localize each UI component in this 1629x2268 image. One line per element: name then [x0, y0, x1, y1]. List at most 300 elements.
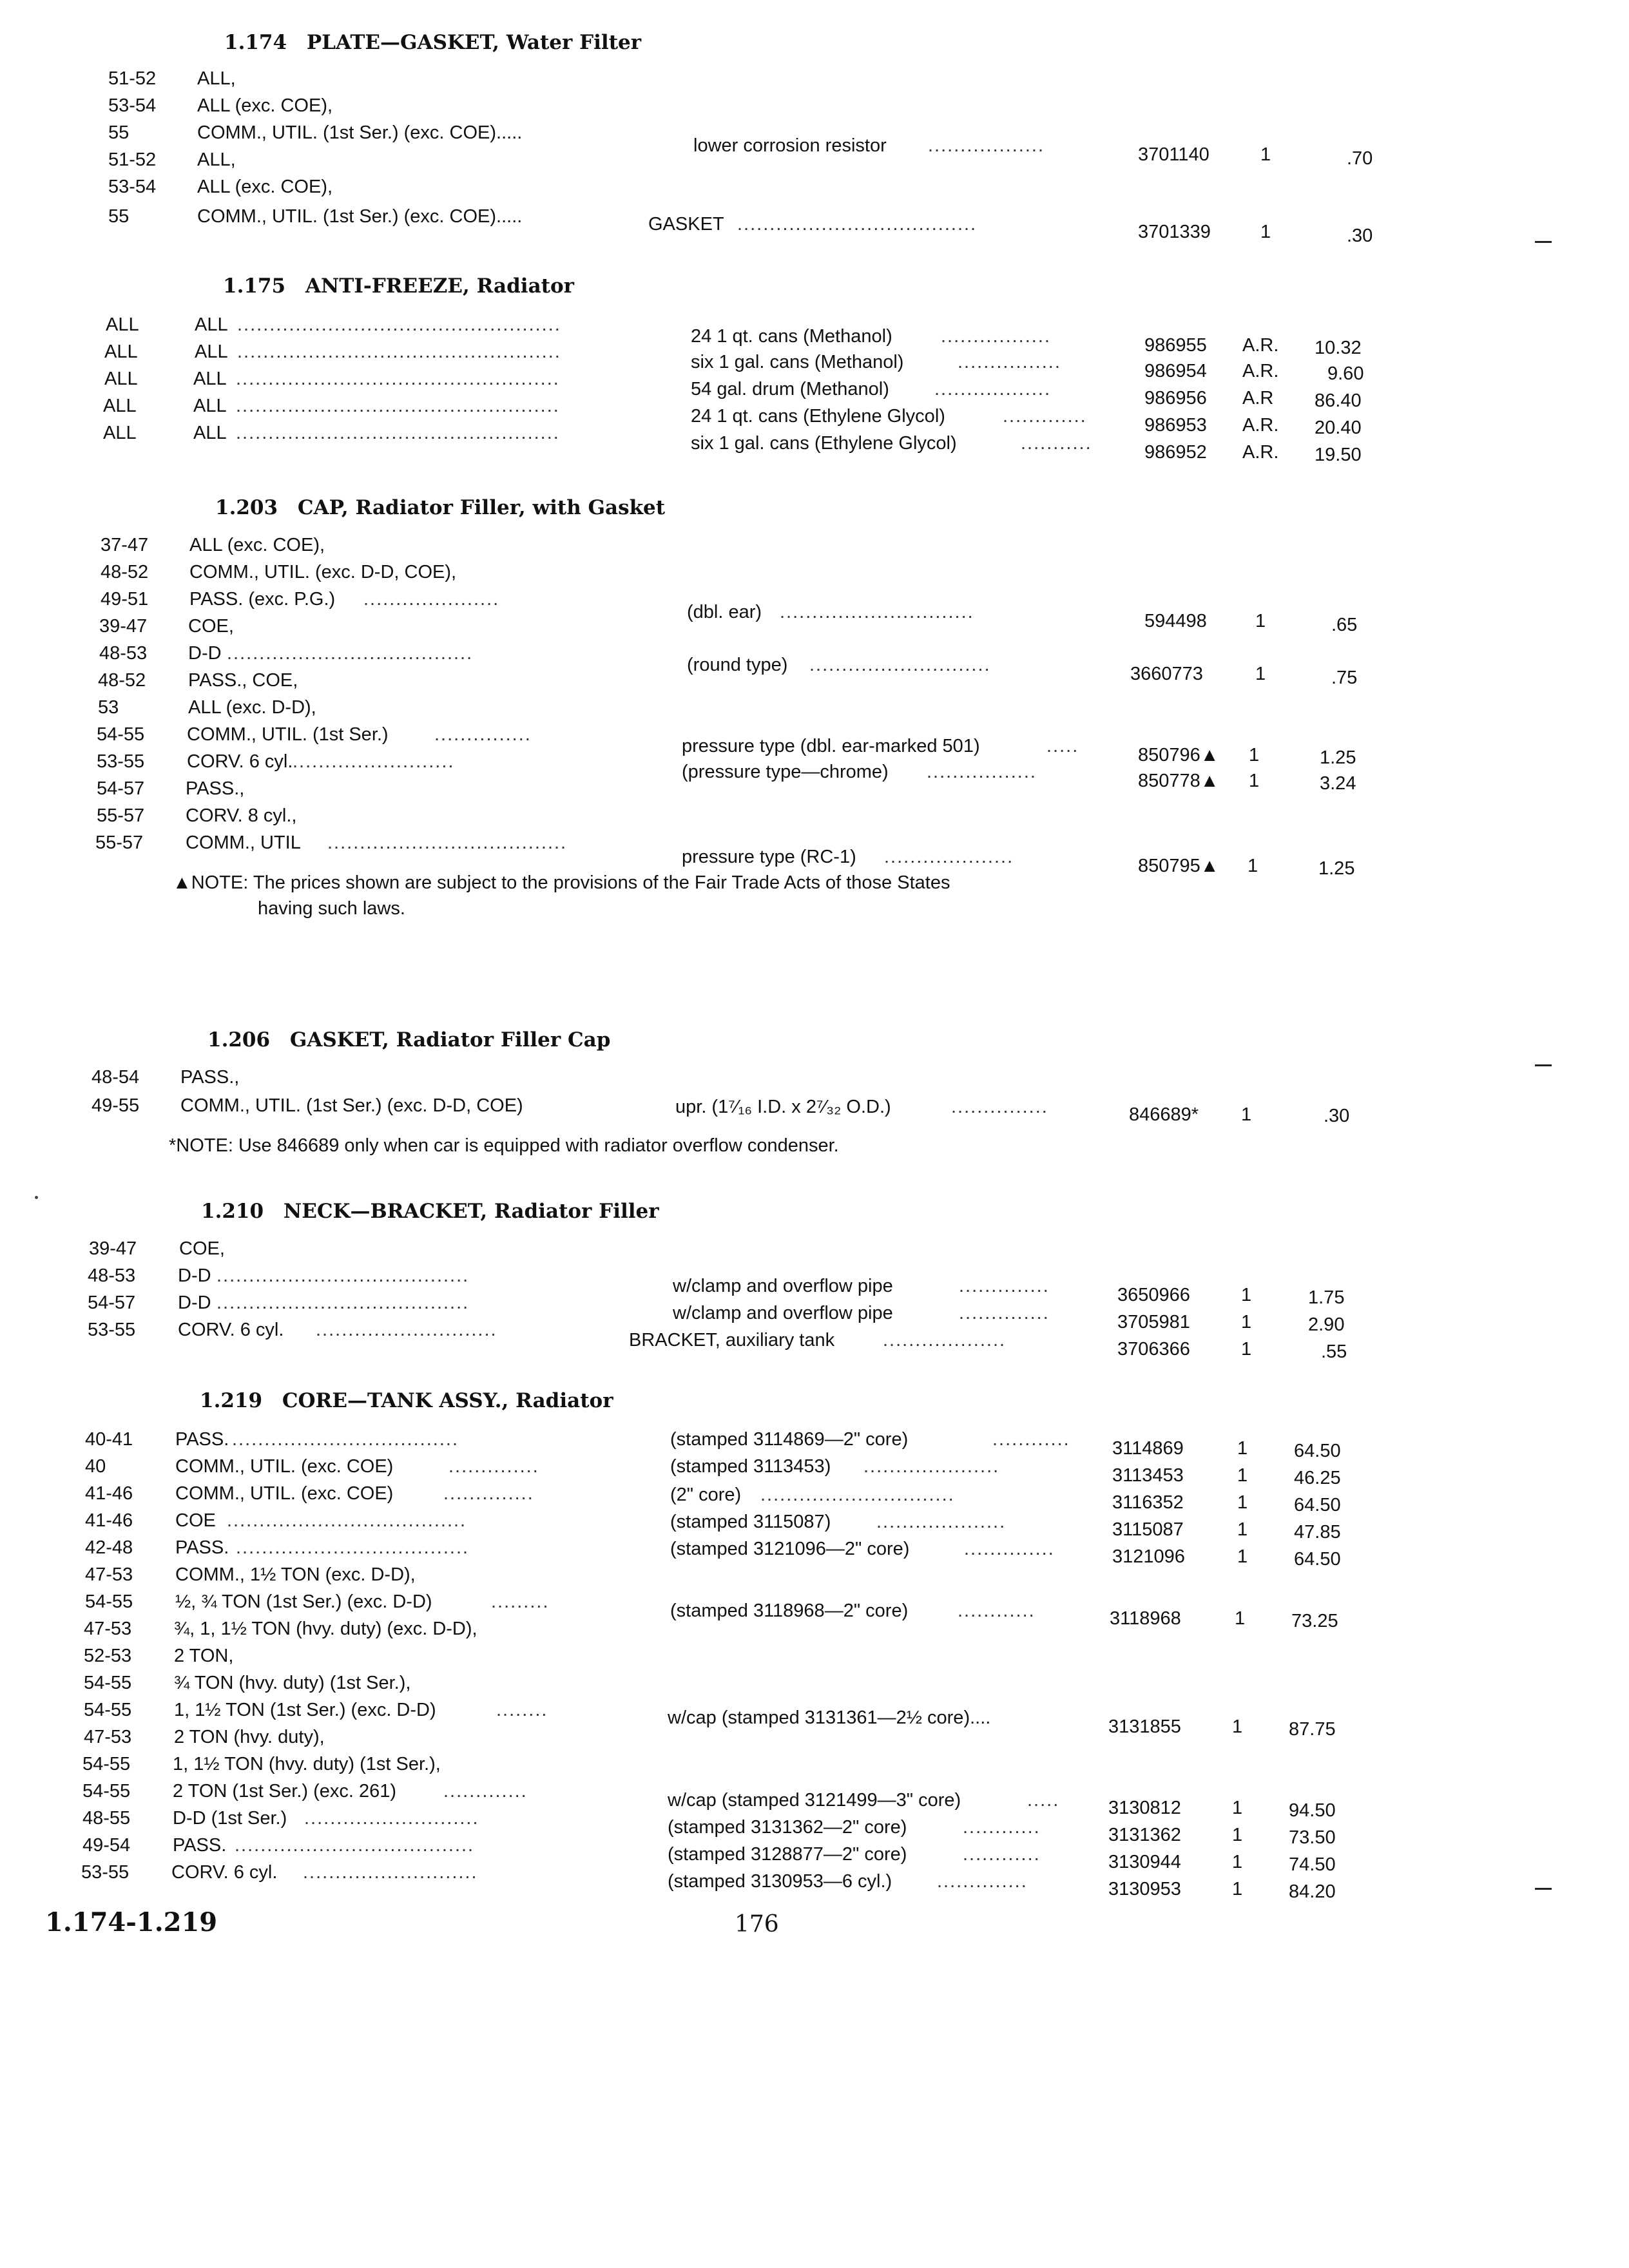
model-cell: ALL: [193, 396, 227, 416]
model-cell: ALL: [195, 314, 228, 335]
leader-dots: ....................: [884, 847, 1014, 867]
price-cell: .65: [1331, 615, 1358, 635]
part-number-cell: 3131855: [1108, 1716, 1181, 1737]
section-heading: [207, 1028, 610, 1052]
years-cell: 47-53: [85, 1564, 133, 1585]
table-row: [0, 1238, 1547, 1264]
table-row: [0, 341, 1547, 384]
section-heading: [224, 31, 641, 54]
model-cell: ALL (exc. COE),: [189, 535, 325, 555]
years-cell: 54-55: [84, 1700, 132, 1720]
description-cell: (2" core): [670, 1485, 742, 1505]
quantity-cell: 1: [1260, 222, 1271, 242]
model-cell: COE,: [188, 616, 234, 637]
section-number: 1.175: [223, 274, 286, 298]
price-cell: .75: [1331, 668, 1358, 688]
years-cell: ALL: [104, 341, 138, 362]
price-cell: .30: [1324, 1106, 1350, 1126]
description-cell: (pressure type—chrome): [682, 762, 889, 782]
table-row: [0, 1619, 1547, 1644]
section-range-footer: 1.174-1.219: [45, 1907, 218, 1937]
price-cell: 9.60: [1327, 363, 1364, 384]
years-cell: 53-54: [108, 177, 157, 197]
leader-dots: .....................................: [235, 1835, 475, 1856]
years-cell: 48-54: [92, 1067, 140, 1088]
years-cell: ALL: [103, 423, 137, 443]
description-cell: (stamped 3114869—2" core): [670, 1429, 909, 1450]
years-cell: 53-55: [88, 1320, 136, 1340]
quantity-cell: A.R.: [1242, 442, 1279, 463]
part-number-cell: 3130812: [1108, 1798, 1181, 1818]
scan-speck: [35, 1196, 38, 1199]
leader-dots: ..................................................: [237, 314, 561, 335]
description-cell: w/clamp and overflow pipe: [673, 1303, 893, 1323]
leader-dots: ..............: [937, 1871, 1028, 1892]
years-cell: 55: [108, 206, 130, 227]
table-row: [0, 1564, 1547, 1590]
model-cell: ALL (exc. COE),: [197, 177, 333, 197]
price-cell: 10.32: [1315, 338, 1362, 358]
years-cell: 49-54: [82, 1835, 131, 1856]
leader-dots: ..................................................: [237, 341, 561, 362]
quantity-cell: 1: [1232, 1825, 1243, 1845]
part-number-cell: 986954: [1144, 361, 1207, 381]
model-cell: COMM., UTIL. (exc. COE): [175, 1456, 394, 1477]
description-cell: pressure type (dbl. ear-marked 501): [682, 736, 980, 756]
model-cell: COMM., UTIL. (1st Ser.): [187, 724, 389, 745]
years-cell: ALL: [103, 396, 137, 416]
table-row: [0, 369, 1547, 411]
quantity-cell: 1: [1260, 144, 1271, 165]
table-row: [0, 95, 1547, 121]
description-cell: six 1 gal. cans (Methanol): [691, 352, 904, 372]
model-cell: PASS.: [173, 1835, 227, 1856]
description-cell: (stamped 3130953—6 cyl.): [668, 1871, 892, 1892]
description-cell: upr. (1⁷⁄₁₆ I.D. x 2⁷⁄₃₂ O.D.): [675, 1097, 891, 1117]
part-number-cell: 3114869: [1112, 1438, 1184, 1459]
model-cell: COMM., UTIL. (exc. COE): [175, 1483, 394, 1504]
description-cell: BRACKET, auxiliary tank: [629, 1330, 835, 1350]
leader-dots: ..................................................: [236, 369, 560, 389]
quantity-cell: 1: [1235, 1608, 1246, 1629]
years-cell: 49-51: [101, 589, 149, 610]
table-row: [0, 314, 1547, 358]
price-cell: 19.50: [1315, 445, 1362, 465]
model-cell: COMM., UTIL. (1st Ser.) (exc. COE).....: [197, 122, 523, 143]
part-number-cell: 3706366: [1117, 1339, 1190, 1360]
leader-dots: ...........: [1021, 433, 1092, 454]
years-cell: ALL: [104, 369, 138, 389]
description-cell: w/cap (stamped 3121499—3" core): [668, 1790, 961, 1811]
table-row: [0, 1646, 1547, 1671]
quantity-cell: 1: [1248, 856, 1258, 876]
section-heading: [200, 1389, 613, 1412]
quantity-cell: 1: [1232, 1716, 1243, 1737]
leader-dots: ............: [963, 1817, 1041, 1838]
price-cell: .55: [1321, 1341, 1347, 1362]
years-cell: 55: [108, 122, 130, 143]
leader-dots: .........................: [293, 751, 455, 772]
price-cell: 46.25: [1294, 1468, 1341, 1488]
leader-dots: .................: [941, 326, 1051, 347]
model-cell: ALL,: [197, 149, 236, 170]
leader-dots: ..................: [928, 135, 1045, 156]
part-number-cell: 3650966: [1117, 1285, 1190, 1305]
years-cell: 48-52: [101, 562, 149, 582]
description-cell: pressure type (RC-1): [682, 847, 856, 867]
model-cell: CORV. 6 cyl.: [178, 1320, 284, 1340]
description-cell: (stamped 3118968—2" core): [670, 1600, 909, 1621]
model-cell: 2 TON,: [174, 1646, 234, 1666]
price-cell: 1.25: [1320, 747, 1356, 768]
part-number-cell: 986956: [1144, 388, 1207, 408]
leader-dots: ............: [958, 1600, 1036, 1621]
section-title: CORE—TANK ASSY., Radiator: [282, 1389, 613, 1412]
price-cell: 3.24: [1320, 773, 1356, 794]
table-row: [0, 1754, 1547, 1780]
years-cell: 54-55: [84, 1673, 132, 1693]
part-number-cell: 846689*: [1129, 1104, 1199, 1125]
model-cell: D-D: [178, 1265, 211, 1286]
leader-dots: ................: [958, 352, 1061, 372]
price-cell: 74.50: [1289, 1854, 1336, 1875]
model-cell: PASS.: [175, 1537, 229, 1558]
leader-dots: ..................: [934, 379, 1052, 399]
price-cell: 86.40: [1315, 390, 1362, 411]
table-row: [0, 206, 1547, 246]
model-cell: ALL: [193, 423, 227, 443]
quantity-cell: 1: [1232, 1798, 1243, 1818]
description-cell: (round type): [687, 655, 788, 675]
years-cell: 51-52: [108, 68, 157, 89]
price-cell: 64.50: [1294, 1495, 1341, 1515]
description-cell: lower corrosion resistor: [693, 135, 887, 156]
model-cell: ¾, 1, 1½ TON (hvy. duty) (exc. D-D),: [174, 1619, 477, 1639]
years-cell: 54-55: [85, 1591, 133, 1612]
description-cell: 24 1 qt. cans (Ethylene Glycol): [691, 406, 945, 427]
leader-dots: ..............: [443, 1483, 534, 1504]
years-cell: 47-53: [84, 1619, 132, 1639]
price-cell: 47.85: [1294, 1522, 1341, 1542]
model-cell: CORV. 6 cyl.: [187, 751, 293, 772]
model-cell: D-D (1st Ser.): [173, 1808, 287, 1829]
table-row: [0, 177, 1547, 202]
price-cell: 2.90: [1308, 1314, 1345, 1335]
part-number-cell: 986955: [1144, 335, 1207, 356]
years-cell: 53-54: [108, 95, 157, 116]
leader-dots: .....................................: [737, 214, 978, 235]
part-number-cell: 3113453: [1112, 1465, 1184, 1486]
model-cell: ½, ¾ TON (1st Ser.) (exc. D-D): [175, 1591, 432, 1612]
model-cell: ALL,: [197, 68, 236, 89]
part-number-cell: 986952: [1144, 442, 1207, 463]
footnote: ▲NOTE: The prices shown are subject to the provisions of the Fair Trade Acts of those States: [173, 872, 950, 893]
price-cell: .30: [1347, 226, 1373, 246]
table-row: [0, 1320, 1547, 1362]
price-cell: .70: [1347, 148, 1373, 169]
leader-dots: .............: [1003, 406, 1087, 427]
section-title: PLATE—GASKET, Water Filter: [306, 31, 642, 54]
years-cell: 42-48: [85, 1537, 133, 1558]
leader-dots: ..............................: [760, 1485, 955, 1505]
years-cell: 54-55: [97, 724, 145, 745]
section-number: 1.206: [207, 1028, 271, 1052]
description-cell: (stamped 3115087): [670, 1512, 831, 1532]
years-cell: 48-53: [88, 1265, 136, 1286]
table-row: [0, 670, 1547, 696]
model-cell: D-D: [188, 643, 222, 664]
section-number: 1.210: [201, 1200, 264, 1223]
part-number-cell: 3131362: [1108, 1825, 1181, 1845]
model-cell: PASS., COE,: [188, 670, 298, 691]
years-cell: 48-55: [82, 1808, 131, 1829]
description-cell: (dbl. ear): [687, 602, 762, 622]
model-cell: COMM., UTIL: [186, 832, 301, 853]
margin-mark: [1535, 1064, 1552, 1066]
section-title: ANTI-FREEZE, Radiator: [305, 274, 574, 298]
price-cell: 1.75: [1308, 1287, 1345, 1308]
leader-dots: ..............: [448, 1456, 539, 1477]
table-row: [0, 396, 1547, 438]
description-cell: (stamped 3131362—2" core): [668, 1817, 907, 1838]
price-cell: 87.75: [1289, 1719, 1336, 1740]
years-cell: 55-57: [97, 805, 145, 826]
model-cell: PASS.,: [180, 1067, 240, 1088]
model-cell: COMM., UTIL. (1st Ser.) (exc. D-D, COE): [180, 1095, 523, 1116]
table-row: [0, 832, 1547, 879]
leader-dots: ............................: [316, 1320, 497, 1340]
model-cell: COE: [175, 1510, 216, 1531]
table-row: [0, 562, 1547, 588]
years-cell: 39-47: [89, 1238, 137, 1259]
leader-dots: .....: [1046, 736, 1079, 756]
price-cell: 94.50: [1289, 1800, 1336, 1821]
margin-mark: [1535, 1888, 1552, 1890]
quantity-cell: 1: [1237, 1438, 1248, 1459]
model-cell: 2 TON (1st Ser.) (exc. 261): [173, 1781, 397, 1802]
leader-dots: .....................................: [227, 1510, 467, 1531]
part-number-cell: 594498: [1144, 611, 1207, 631]
part-number-cell: 850796▲: [1138, 745, 1219, 765]
section-number: 1.174: [224, 31, 287, 54]
leader-dots: .................: [927, 762, 1037, 782]
quantity-cell: A.R.: [1242, 335, 1279, 356]
model-cell: COE,: [179, 1238, 225, 1259]
table-row: [0, 1862, 1547, 1902]
leader-dots: ...................................: [232, 1429, 459, 1450]
model-cell: CORV. 6 cyl.: [171, 1862, 278, 1883]
quantity-cell: 1: [1232, 1879, 1243, 1899]
years-cell: 54-55: [82, 1754, 131, 1774]
part-number-cell: 3130944: [1108, 1852, 1181, 1872]
model-cell: 1, 1½ TON (1st Ser.) (exc. D-D): [174, 1700, 436, 1720]
years-cell: 53: [98, 697, 119, 718]
section-heading: [223, 274, 574, 298]
part-number-cell: 986953: [1144, 415, 1207, 436]
margin-mark: [1535, 241, 1552, 243]
model-cell: ALL: [195, 341, 228, 362]
price-cell: 73.50: [1289, 1827, 1336, 1848]
model-cell: PASS.,: [186, 778, 245, 799]
years-cell: 48-53: [99, 643, 148, 664]
part-number-cell: 3115087: [1112, 1519, 1184, 1540]
leader-dots: ..................................................: [236, 423, 560, 443]
part-number-cell: 3130953: [1108, 1879, 1181, 1899]
table-row: [0, 1510, 1547, 1542]
years-cell: 41-46: [85, 1510, 133, 1531]
quantity-cell: 1: [1241, 1339, 1252, 1360]
table-row: [0, 1673, 1547, 1698]
leader-dots: ...................: [883, 1330, 1007, 1350]
leader-dots: ..............: [959, 1276, 1050, 1296]
leader-dots: ............: [963, 1844, 1041, 1865]
years-cell: 53-55: [97, 751, 145, 772]
quantity-cell: 1: [1241, 1104, 1252, 1125]
section-number: 1.203: [215, 496, 278, 519]
years-cell: 40: [85, 1456, 106, 1477]
table-row: [0, 423, 1547, 465]
quantity-cell: A.R.: [1242, 415, 1279, 436]
table-row: [0, 778, 1547, 804]
leader-dots: ....................: [876, 1512, 1007, 1532]
leader-dots: .......................................: [217, 1265, 470, 1286]
part-number-cell: 850778▲: [1138, 771, 1219, 791]
table-row: [0, 535, 1547, 561]
model-cell: ALL (exc. D-D),: [188, 697, 316, 718]
leader-dots: .....: [1027, 1790, 1060, 1811]
table-row: [0, 1537, 1547, 1570]
years-cell: 55-57: [95, 832, 144, 853]
quantity-cell: 1: [1255, 611, 1266, 631]
section-title: NECK—BRACKET, Radiator Filler: [283, 1200, 659, 1223]
leader-dots: ...............: [951, 1097, 1048, 1117]
leader-dots: ......................................: [227, 643, 474, 664]
footnote: *NOTE: Use 846689 only when car is equipped with radiator overflow condenser.: [169, 1135, 839, 1156]
years-cell: 47-53: [84, 1727, 132, 1747]
section-heading: [201, 1200, 659, 1223]
price-cell: 20.40: [1315, 418, 1362, 438]
leader-dots: .........: [491, 1591, 550, 1612]
leader-dots: ....................................: [236, 1537, 470, 1558]
price-cell: 1.25: [1318, 858, 1355, 879]
leader-dots: ..............................: [780, 602, 974, 622]
part-number-cell: 3701140: [1138, 144, 1210, 165]
quantity-cell: 1: [1237, 1492, 1248, 1513]
leader-dots: .....................: [363, 589, 500, 610]
table-row: [0, 1095, 1547, 1126]
leader-dots: .....................................: [327, 832, 568, 853]
description-cell: (stamped 3113453): [670, 1456, 831, 1477]
years-cell: 48-52: [98, 670, 146, 691]
description-cell: 54 gal. drum (Methanol): [691, 379, 889, 399]
table-row: [0, 616, 1547, 642]
model-cell: D-D: [178, 1293, 211, 1313]
leader-dots: .............: [443, 1781, 528, 1802]
years-cell: 54-55: [82, 1781, 131, 1802]
quantity-cell: 1: [1249, 771, 1260, 791]
model-cell: ¾ TON (hvy. duty) (1st Ser.),: [174, 1673, 411, 1693]
quantity-cell: 1: [1232, 1852, 1243, 1872]
page-number: 176: [735, 1911, 779, 1937]
description-cell: (stamped 3121096—2" core): [670, 1539, 910, 1559]
section-heading: [215, 496, 665, 519]
quantity-cell: 1: [1249, 745, 1260, 765]
leader-dots: ..............: [964, 1539, 1055, 1559]
years-cell: 41-46: [85, 1483, 133, 1504]
model-cell: CORV. 8 cyl.,: [186, 805, 297, 826]
part-number-cell: 3660773: [1130, 664, 1203, 684]
description-cell: w/clamp and overflow pipe: [673, 1276, 893, 1296]
model-cell: COMM., UTIL. (1st Ser.) (exc. COE).....: [197, 206, 523, 227]
table-row: [0, 805, 1547, 831]
years-cell: 40-41: [85, 1429, 133, 1450]
years-cell: 53-55: [81, 1862, 130, 1883]
table-row: [0, 1067, 1547, 1093]
table-row: [0, 68, 1547, 94]
model-cell: 1, 1½ TON (hvy. duty) (1st Ser.),: [173, 1754, 441, 1774]
leader-dots: ..................................................: [236, 396, 560, 416]
part-number-cell: 3121096: [1112, 1546, 1185, 1567]
description-cell: w/cap (stamped 3131361—2½ core)....: [668, 1707, 991, 1728]
price-cell: 64.50: [1294, 1441, 1341, 1461]
model-cell: ALL (exc. COE),: [197, 95, 333, 116]
quantity-cell: 1: [1255, 664, 1266, 684]
model-cell: PASS. (exc. P.G.): [189, 589, 336, 610]
quantity-cell: 1: [1237, 1519, 1248, 1540]
leader-dots: ............: [992, 1429, 1070, 1450]
leader-dots: ...........................: [303, 1862, 478, 1883]
footnote-continuation: having such laws.: [258, 898, 405, 919]
table-row: [0, 1456, 1547, 1488]
leader-dots: .....................: [863, 1456, 1000, 1477]
leader-dots: ...........................: [304, 1808, 479, 1829]
quantity-cell: A.R: [1242, 388, 1274, 408]
quantity-cell: 1: [1237, 1546, 1248, 1567]
leader-dots: ........: [496, 1700, 548, 1720]
part-number-cell: 3116352: [1112, 1492, 1184, 1513]
years-cell: ALL: [106, 314, 139, 335]
model-cell: ALL: [193, 369, 227, 389]
leader-dots: ..............: [959, 1303, 1050, 1323]
years-cell: 52-53: [84, 1646, 132, 1666]
price-cell: 84.20: [1289, 1881, 1336, 1902]
model-cell: PASS.: [175, 1429, 229, 1450]
quantity-cell: A.R.: [1242, 361, 1279, 381]
description-cell: 24 1 qt. cans (Methanol): [691, 326, 892, 347]
price-cell: 64.50: [1294, 1549, 1341, 1570]
description-cell: (stamped 3128877—2" core): [668, 1844, 907, 1865]
part-number-cell: 3118968: [1110, 1608, 1181, 1629]
years-cell: 37-47: [101, 535, 149, 555]
model-cell: COMM., 1½ TON (exc. D-D),: [175, 1564, 416, 1585]
description-cell: six 1 gal. cans (Ethylene Glycol): [691, 433, 957, 454]
section-title: GASKET, Radiator Filler Cap: [289, 1028, 611, 1052]
years-cell: 51-52: [108, 149, 157, 170]
years-cell: 39-47: [99, 616, 148, 637]
section-number: 1.219: [200, 1389, 263, 1412]
model-cell: 2 TON (hvy. duty),: [174, 1727, 325, 1747]
quantity-cell: 1: [1241, 1285, 1252, 1305]
description-cell: GASKET: [648, 214, 724, 235]
years-cell: 49-55: [92, 1095, 140, 1116]
table-row: [0, 1429, 1547, 1461]
part-number-cell: 3701339: [1138, 222, 1211, 242]
quantity-cell: 1: [1241, 1312, 1252, 1332]
leader-dots: ............................: [809, 655, 991, 675]
leader-dots: ...............: [434, 724, 532, 745]
section-title: CAP, Radiator Filler, with Gasket: [297, 496, 666, 519]
part-number-cell: 3705981: [1117, 1312, 1190, 1332]
